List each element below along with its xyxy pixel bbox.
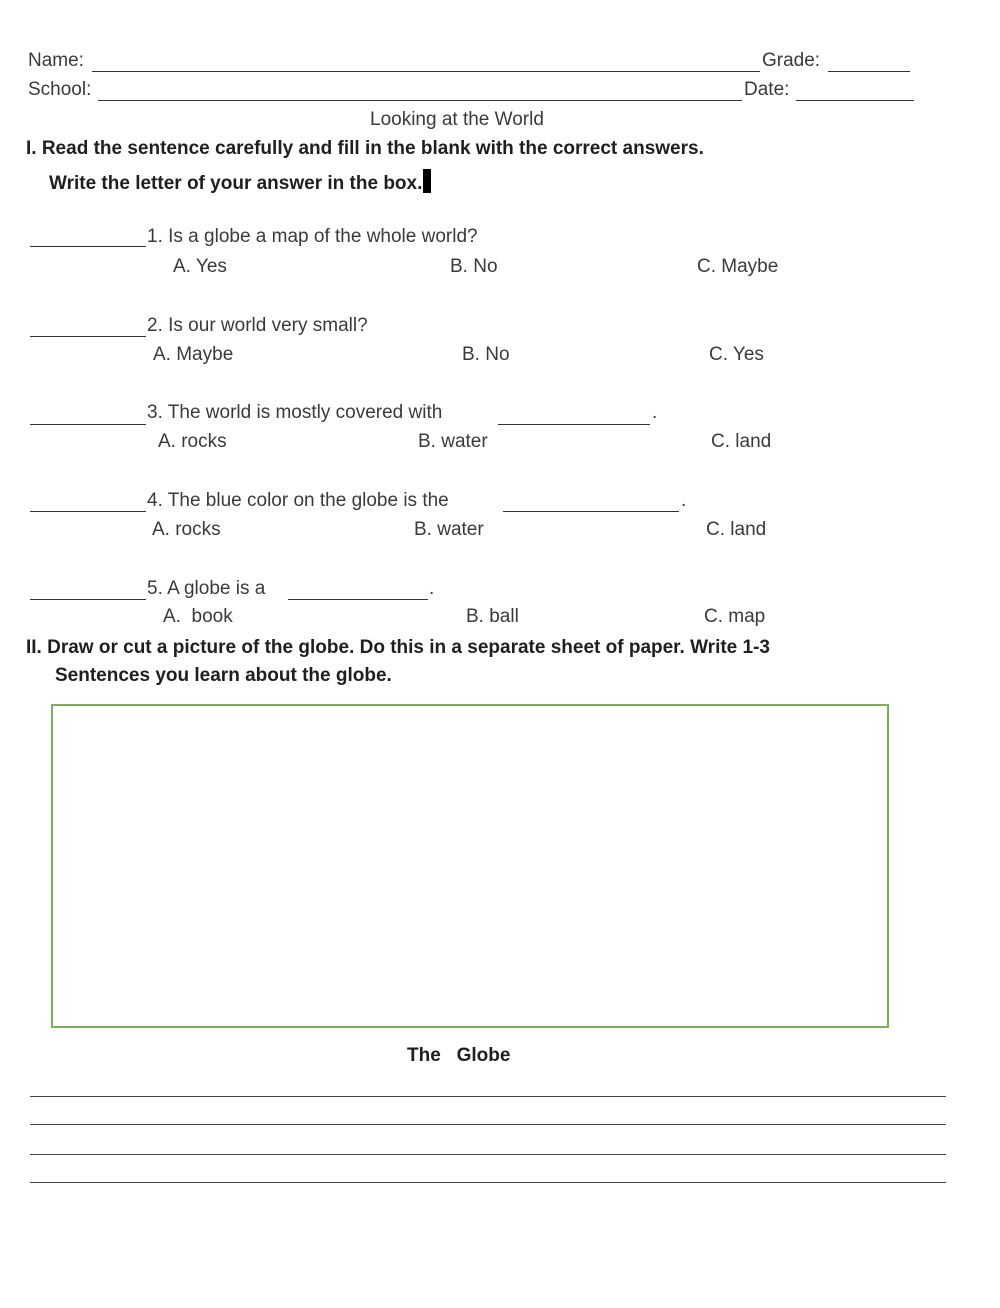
fill-blank-q4[interactable] bbox=[503, 511, 679, 512]
answer-blank-q4[interactable] bbox=[30, 511, 146, 512]
q1-option-c: C. Maybe bbox=[697, 256, 779, 277]
q5-period: . bbox=[429, 578, 435, 599]
q4-option-c: C. land bbox=[706, 519, 767, 540]
school-blank[interactable] bbox=[98, 100, 742, 101]
q4-option-b: B. water bbox=[414, 519, 484, 540]
answer-blank-q1[interactable] bbox=[30, 246, 146, 247]
name-blank[interactable] bbox=[92, 71, 760, 72]
q3-option-b: B. water bbox=[418, 431, 488, 452]
date-label: Date: bbox=[744, 79, 790, 100]
writing-line-4[interactable] bbox=[30, 1182, 946, 1183]
q2-option-b: B. No bbox=[462, 344, 510, 365]
name-label: Name: bbox=[28, 50, 84, 71]
answer-blank-q3[interactable] bbox=[30, 424, 146, 425]
writing-line-3[interactable] bbox=[30, 1154, 946, 1155]
drawing-caption: The Globe bbox=[407, 1045, 511, 1066]
writing-line-2[interactable] bbox=[30, 1124, 946, 1125]
text-cursor bbox=[423, 169, 431, 193]
writing-line-1[interactable] bbox=[30, 1096, 946, 1097]
section1-instruction-line1: I. Read the sentence carefully and fill in the blank with the correct answers. bbox=[26, 138, 704, 159]
school-label: School: bbox=[28, 79, 92, 100]
fill-blank-q3[interactable] bbox=[498, 424, 650, 425]
q2-option-a: A. Maybe bbox=[153, 344, 234, 365]
answer-blank-q5[interactable] bbox=[30, 599, 146, 600]
question-5-text: 5. A globe is a bbox=[147, 578, 266, 599]
q4-option-a: A. rocks bbox=[152, 519, 221, 540]
section2-instruction-line1: II. Draw or cut a picture of the globe. Do this in a separate sheet of paper. Write 1-3 bbox=[26, 637, 770, 658]
fill-blank-q5[interactable] bbox=[288, 599, 428, 600]
drawing-box[interactable] bbox=[51, 704, 889, 1028]
section2-instruction-line2: Sentences you learn about the globe. bbox=[55, 665, 392, 686]
q3-option-a: A. rocks bbox=[158, 431, 227, 452]
q3-option-c: C. land bbox=[711, 431, 772, 452]
date-blank[interactable] bbox=[796, 100, 914, 101]
grade-label: Grade: bbox=[762, 50, 821, 71]
q5-option-b: B. ball bbox=[466, 606, 519, 627]
q4-period: . bbox=[681, 490, 687, 511]
question-4-text: 4. The blue color on the globe is the bbox=[147, 490, 449, 511]
worksheet-title: Looking at the World bbox=[370, 109, 544, 130]
question-3-text: 3. The world is mostly covered with bbox=[147, 402, 443, 423]
q2-option-c: C. Yes bbox=[709, 344, 764, 365]
q1-option-a: A. Yes bbox=[173, 256, 227, 277]
question-1-text: 1. Is a globe a map of the whole world? bbox=[147, 226, 478, 247]
q5-option-c: C. map bbox=[704, 606, 766, 627]
q3-period: . bbox=[652, 402, 658, 423]
section1-instruction-line2: Write the letter of your answer in the box. bbox=[49, 169, 431, 195]
q5-option-a: A. book bbox=[163, 606, 233, 627]
answer-blank-q2[interactable] bbox=[30, 336, 146, 337]
grade-blank[interactable] bbox=[828, 71, 910, 72]
question-2-text: 2. Is our world very small? bbox=[147, 315, 368, 336]
q1-option-b: B. No bbox=[450, 256, 498, 277]
